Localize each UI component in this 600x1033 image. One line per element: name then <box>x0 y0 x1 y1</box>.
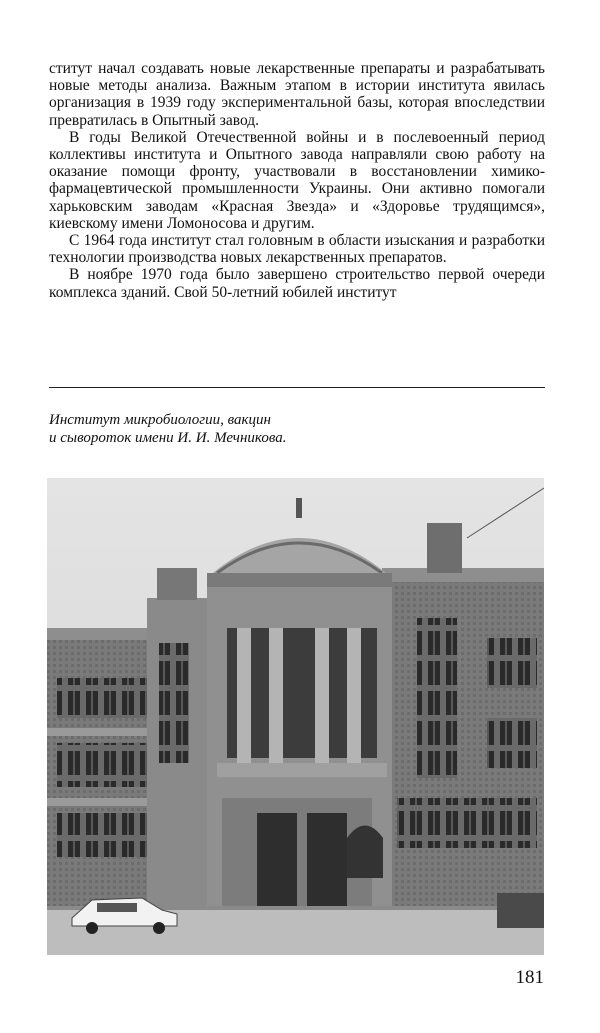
institute-building-photo <box>47 478 544 955</box>
photo-caption <box>49 411 545 447</box>
building-illustration <box>47 478 544 955</box>
paragraph-1: ститут начал создавать новые лекарственные препараты и разрабатывать новые методы анализа. Важным этапом в истории института явилась организация в 1939 году экспериментальной базы, которая впоследствии превратилась в Опытный завод. <box>49 60 545 129</box>
page-number: 181 <box>515 967 544 988</box>
caption-line-2: и сывороток имени И. И. Мечникова. <box>49 430 287 446</box>
caption-line-1: Институт микробиологии, вакцин <box>49 412 271 428</box>
paragraph-2: В годы Великой Отечественной войны и в послевоенный период коллективы института и Опытного завода направляли свою работу на оказание помощи фронту, участвовали в восстановлении химико-фармацевтической промышленности Украины. Они активно помогали харьковским заводам «Красная Звезда» и «Здоровье трудящимся», киевскому имени Ломоносова и другим. <box>49 128 545 232</box>
section-divider <box>49 387 545 388</box>
paragraph-4: В ноябре 1970 года было завершено строительство первой очереди комплекса зданий. Свой 50-летний юбилей институт <box>49 266 545 301</box>
paragraph-3: С 1964 года институт стал головным в области изыскания и разработки технологии производства новых лекарственных препаратов. <box>49 232 545 267</box>
body-text <box>49 60 545 301</box>
